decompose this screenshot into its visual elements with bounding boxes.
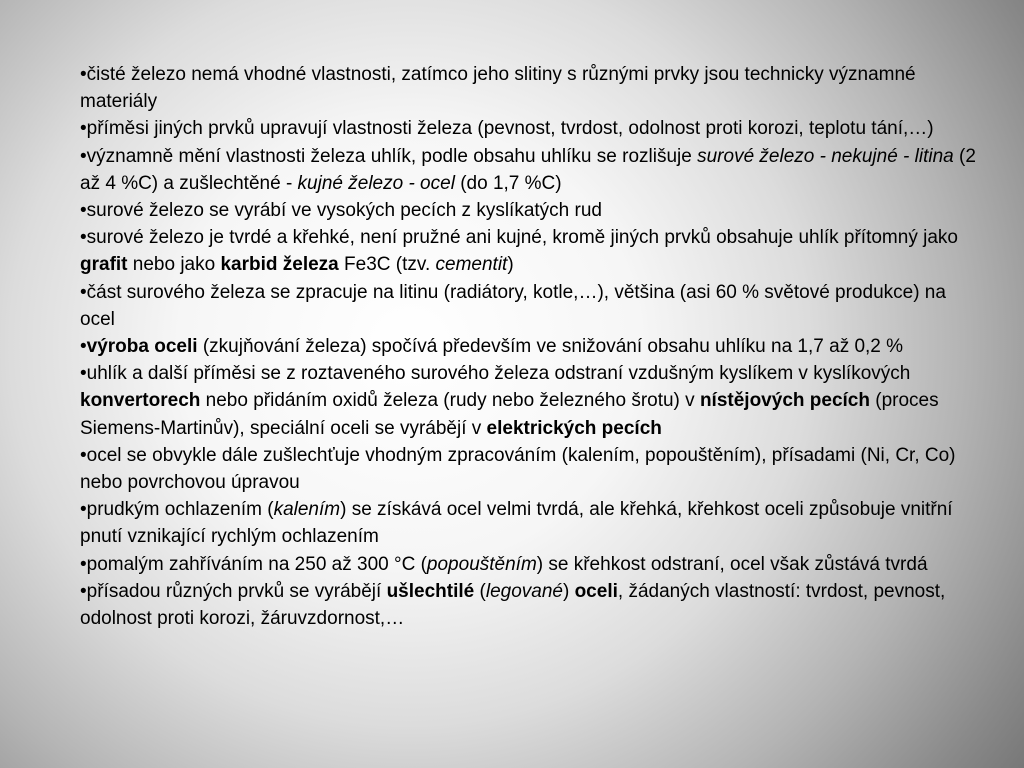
bold-text: oceli: [574, 580, 618, 602]
bullet-text: (zkujňování železa) spočívá především ve snižování obsahu uhlíku na 1,7 až 0,2 %: [197, 336, 904, 358]
bullet-item: [80, 61, 980, 115]
bullet-text: nebo jako: [127, 254, 221, 276]
bullet-text: ) se křehkost odstraní, ocel však zůstává tvrdá: [536, 553, 928, 575]
bullet-item: [80, 197, 980, 224]
bullet-marker: •: [80, 444, 87, 466]
bullet-text: (: [474, 580, 486, 602]
bold-text: karbid železa: [220, 254, 339, 276]
bullet-marker: •: [80, 64, 87, 85]
bullet-text: pomalým zahříváním na 250 až 300 °C (: [86, 553, 427, 575]
bullet-item: [80, 551, 980, 578]
bullet-marker: •: [80, 580, 87, 602]
slide-body: [80, 61, 980, 632]
bullet-text: významně mění vlastnosti železa uhlík, podle obsahu uhlíku se rozlišuje: [86, 145, 698, 167]
bullet-text: ): [507, 254, 514, 276]
italic-text: kujné železo - ocel: [297, 172, 455, 194]
bullet-text: ) se získává ocel velmi tvrdá, ale křehká, křehkost oceli způsobuje vnitřní pnutí vznikající rychlým ochlazením: [80, 499, 958, 548]
bullet-marker: •: [80, 118, 87, 140]
bullet-text: ): [562, 580, 575, 602]
bullet-item: [80, 115, 980, 142]
italic-text: popouštěním: [426, 553, 537, 575]
bold-text: grafit: [80, 254, 128, 276]
bullet-item: [80, 442, 980, 496]
bullet-item: [80, 333, 980, 360]
bullet-marker: •: [80, 145, 87, 167]
bullet-text: část surového železa se zpracuje na litinu (radiátory, kotle,…), většina (asi 60 % světové produkce) na ocel: [80, 281, 952, 330]
italic-text: kalením: [273, 499, 341, 521]
bullet-text: surové železo se vyrábí ve vysokých pecích z kyslíkatých rud: [86, 200, 602, 222]
bullet-text: ocel se obvykle dále zušlechťuje vhodným zpracováním (kalením, popouštěním), přísadami (Ni, Cr, Co) nebo povrchovou úpravou: [80, 444, 961, 494]
bullet-text: čisté železo nemá vhodné vlastnosti, zatímco jeho slitiny s různými prvky jsou technicky významné materiály: [80, 64, 921, 113]
bullet-text: surové železo je tvrdé a křehké, není pružné ani kujné, kromě jiných prvků obsahuje uhlík přítomný jako: [86, 227, 964, 249]
bullet-marker: •: [80, 553, 87, 575]
bold-text: konvertorech: [80, 390, 201, 412]
bullet-marker: •: [80, 281, 87, 303]
bullet-item: [80, 224, 980, 278]
italic-text: surové železo - nekujné - litina: [697, 145, 954, 167]
bullet-marker: •: [80, 227, 87, 249]
italic-text: legované: [485, 580, 563, 602]
bullet-marker: •: [80, 499, 87, 521]
bullet-marker: •: [80, 336, 87, 358]
bullet-item: [80, 496, 980, 550]
bullet-text: (do 1,7 %C): [454, 172, 562, 194]
bullet-text: uhlík a další příměsi se z roztaveného surového železa odstraní vzdušným kyslíkem v kyslíkových: [86, 363, 916, 385]
bullet-item: [80, 578, 980, 632]
bullet-marker: •: [80, 363, 87, 385]
bullet-text: , žádaných vlastností: tvrdost, pevnost, odolnost proti korozi, žáruvzdornost,…: [80, 580, 951, 630]
bold-text: ušlechtilé: [386, 580, 475, 602]
bullet-item: [80, 143, 980, 197]
bullet-marker: •: [80, 200, 87, 222]
bullet-text: (proces Siemens-Martinův), speciální oceli se vyrábějí v: [80, 390, 944, 439]
bold-text: nístějových pecích: [699, 390, 870, 412]
bullet-item: [80, 360, 980, 442]
bullet-item: [80, 279, 980, 333]
bold-text: výroba oceli: [86, 336, 198, 358]
bullet-text: příměsi jiných prvků upravují vlastnosti železa (pevnost, tvrdost, odolnost proti korozi, teplotu tání,…): [86, 118, 934, 140]
bullet-text: (2 až 4 %C) a zušlechtěné -: [80, 145, 982, 194]
bullet-text: prudkým ochlazením (: [86, 499, 274, 521]
bold-text: elektrických pecích: [486, 417, 662, 439]
bullet-text: přísadou různých prvků se vyrábějí: [86, 580, 387, 602]
bullet-text: nebo přidáním oxidů železa (rudy nebo železného šrotu) v: [200, 390, 700, 412]
italic-text: cementit: [435, 254, 508, 276]
bullet-text: Fe3C (tzv.: [338, 254, 436, 276]
